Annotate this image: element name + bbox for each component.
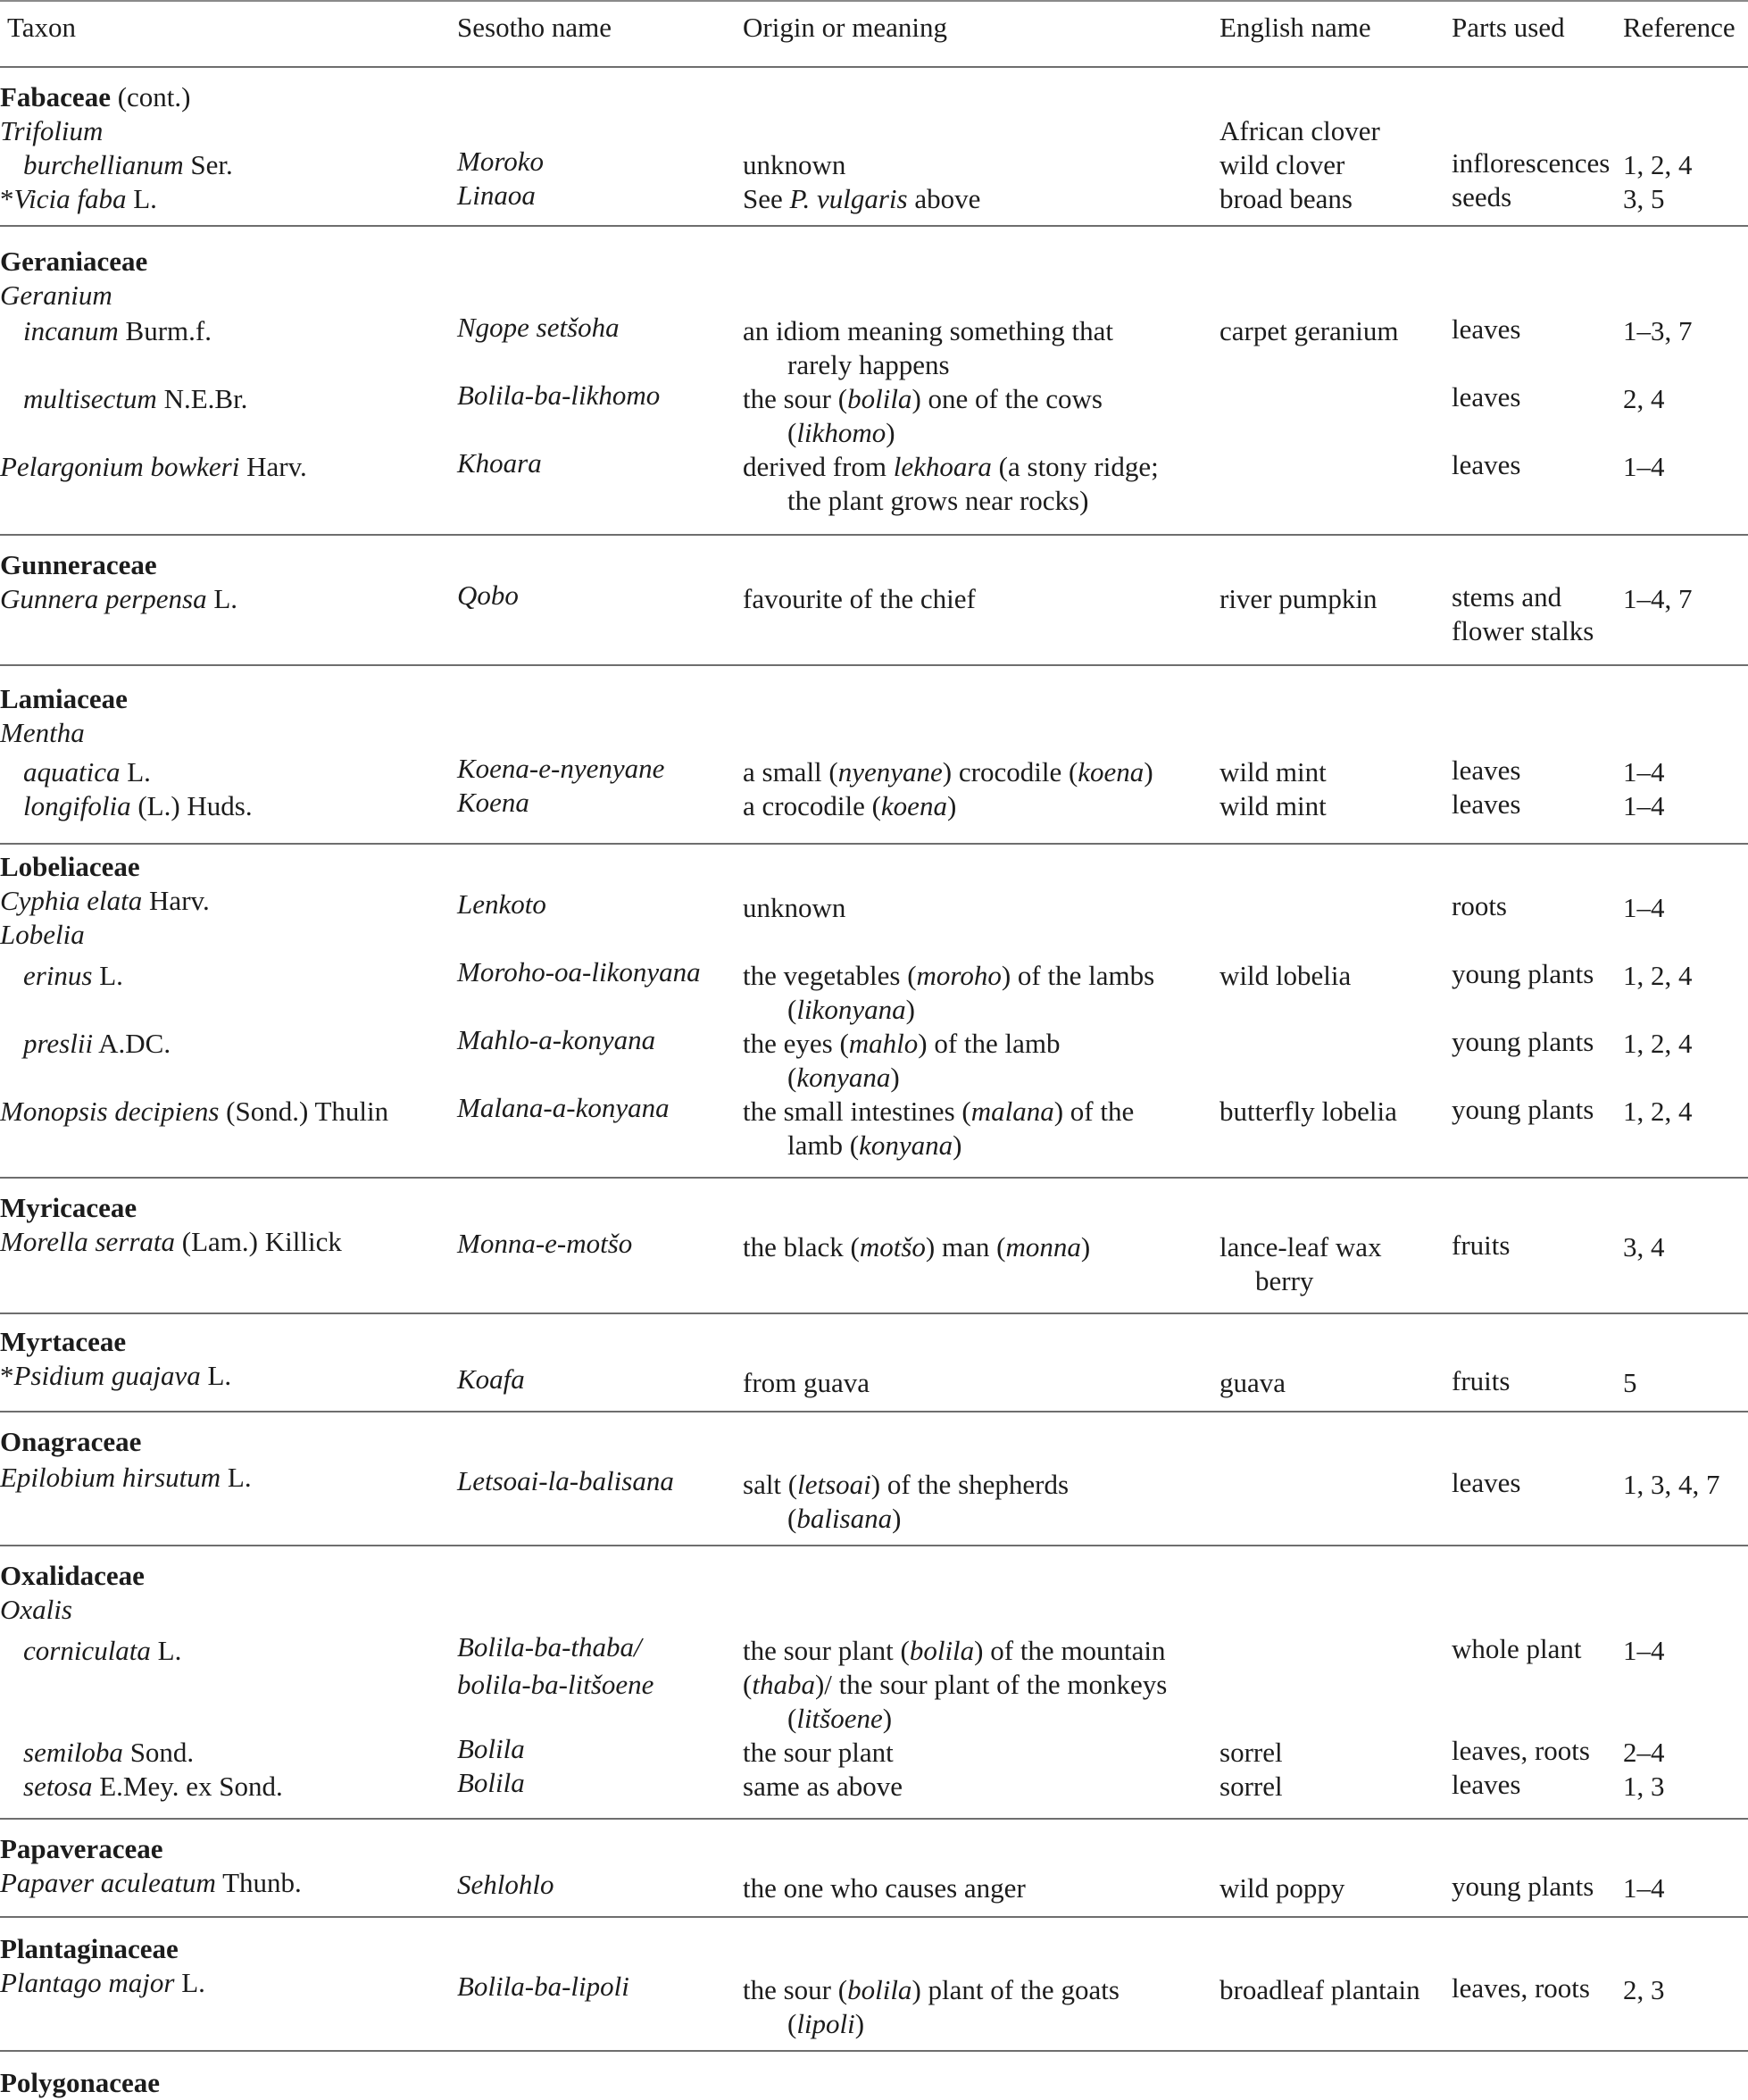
parts-used: stems and — [1452, 581, 1562, 612]
taxon-name: Mentha — [0, 717, 85, 748]
origin-meaning: (lipoli) — [787, 2008, 865, 2039]
column-header-parts: Parts used — [1452, 12, 1565, 43]
reference: 1–4, 7 — [1623, 583, 1693, 614]
table-top-rule — [0, 0, 1748, 2]
reference: 1–4 — [1623, 756, 1665, 788]
sesotho-name: Moroho-oa-likonyana — [457, 956, 701, 988]
sesotho-name: Moroko — [457, 146, 544, 177]
section-divider — [0, 225, 1748, 227]
sesotho-name: Ngope setšoha — [457, 312, 620, 343]
sesotho-name: Bolila — [457, 1733, 525, 1764]
taxon-name: corniculata L. — [23, 1635, 182, 1666]
taxon-name: setosa E.Mey. ex Sond. — [23, 1771, 283, 1802]
section-divider — [0, 1312, 1748, 1314]
family-heading: Onagraceae — [0, 1426, 142, 1457]
reference: 3, 4 — [1623, 1231, 1665, 1262]
origin-meaning: the small intestines (malana) of the — [743, 1096, 1135, 1127]
taxon-name: incanum Burm.f. — [23, 315, 212, 346]
sesotho-name: bolila-ba-litšoene — [457, 1669, 654, 1700]
reference: 2–4 — [1623, 1737, 1665, 1768]
taxon-name: Plantago major L. — [0, 1967, 205, 1998]
origin-meaning: (konyana) — [787, 1062, 900, 1093]
section-divider — [0, 1545, 1748, 1546]
origin-meaning: favourite of the chief — [743, 583, 976, 614]
sesotho-name: Lenkoto — [457, 888, 546, 920]
reference: 1–4 — [1623, 892, 1665, 923]
english-name: wild clover — [1219, 149, 1345, 180]
family-heading: Fabaceae (cont.) — [0, 81, 191, 112]
family-heading: Lobeliaceae — [0, 851, 140, 882]
section-divider — [0, 2050, 1748, 2052]
parts-used: young plants — [1452, 1094, 1594, 1125]
english-name: river pumpkin — [1219, 583, 1378, 614]
origin-meaning: the sour (bolila) one of the cows — [743, 383, 1103, 414]
origin-meaning: (balisana) — [787, 1503, 902, 1534]
origin-meaning: (litšoene) — [787, 1703, 893, 1734]
parts-used: leaves, roots — [1452, 1972, 1590, 2004]
origin-meaning: (likonyana) — [787, 994, 915, 1025]
origin-meaning: derived from lekhoara (a stony ridge; — [743, 451, 1159, 482]
sesotho-name: Letsoai-la-balisana — [457, 1465, 674, 1496]
english-name: lance-leaf wax — [1219, 1231, 1382, 1262]
section-divider — [0, 1177, 1748, 1179]
parts-used: inflorescences — [1452, 147, 1611, 179]
taxon-name: Morella serrata (Lam.) Killick — [0, 1226, 342, 1257]
family-heading: Geraniaceae — [0, 246, 148, 277]
english-name: guava — [1219, 1367, 1286, 1398]
sesotho-name: Bolila-ba-likhomo — [457, 379, 661, 411]
english-name: sorrel — [1219, 1771, 1283, 1802]
taxon-name: Oxalis — [0, 1594, 72, 1625]
reference: 2, 4 — [1623, 383, 1665, 414]
parts-used: leaves — [1452, 1769, 1521, 1800]
section-divider — [0, 1411, 1748, 1412]
english-name: wild poppy — [1219, 1872, 1345, 1904]
parts-used: leaves — [1452, 381, 1521, 412]
origin-meaning: a small (nyenyane) crocodile (koena) — [743, 756, 1153, 788]
origin-meaning: same as above — [743, 1771, 903, 1802]
section-divider — [0, 664, 1748, 666]
parts-used: seeds — [1452, 181, 1512, 212]
reference: 1, 2, 4 — [1623, 149, 1693, 180]
taxon-name: Papaver aculeatum Thunb. — [0, 1867, 302, 1898]
family-heading: Papaveraceae — [0, 1833, 163, 1864]
sesotho-name: Bolila-ba-lipoli — [457, 1971, 629, 2002]
taxon-name: Trifolium — [0, 115, 104, 146]
reference: 1, 3, 4, 7 — [1623, 1469, 1720, 1500]
origin-meaning: (likhomo) — [787, 417, 895, 448]
family-heading: Myricaceae — [0, 1192, 137, 1223]
parts-used: leaves — [1452, 313, 1521, 345]
origin-meaning: a crocodile (koena) — [743, 790, 957, 821]
english-name: sorrel — [1219, 1737, 1283, 1768]
sesotho-name: Malana-a-konyana — [457, 1092, 670, 1123]
column-header-origin: Origin or meaning — [743, 12, 948, 43]
sesotho-name: Mahlo-a-konyana — [457, 1024, 656, 1055]
taxon-name: longifolia (L.) Huds. — [23, 790, 253, 821]
origin-meaning: the vegetables (moroho) of the lambs — [743, 960, 1155, 991]
taxon-name: preslii A.DC. — [23, 1028, 171, 1059]
english-name: wild mint — [1219, 790, 1327, 821]
reference: 3, 5 — [1623, 183, 1665, 214]
sesotho-name: Khoara — [457, 447, 542, 479]
english-name: wild mint — [1219, 756, 1327, 788]
sesotho-name: Monna-e-motšo — [457, 1228, 633, 1259]
english-name: berry — [1255, 1265, 1314, 1296]
family-heading: Lamiaceae — [0, 683, 128, 714]
parts-used: fruits — [1452, 1229, 1511, 1261]
english-name: broad beans — [1219, 183, 1353, 214]
taxon-name: *Psidium guajava L. — [0, 1360, 232, 1391]
taxon-name: Lobelia — [0, 919, 85, 950]
taxon-name: burchellianum Ser. — [23, 149, 233, 180]
reference: 1, 2, 4 — [1623, 960, 1693, 991]
origin-meaning: unknown — [743, 892, 846, 923]
reference: 1–3, 7 — [1623, 315, 1693, 346]
origin-meaning: the sour (bolila) plant of the goats — [743, 1974, 1120, 2005]
reference: 1, 2, 4 — [1623, 1096, 1693, 1127]
parts-used: fruits — [1452, 1365, 1511, 1396]
parts-used: leaves — [1452, 788, 1521, 820]
origin-meaning: salt (letsoai) of the shepherds — [743, 1469, 1070, 1500]
column-header-reference: Reference — [1623, 12, 1736, 43]
taxon-name: multisectum N.E.Br. — [23, 383, 248, 414]
reference: 1–4 — [1623, 451, 1665, 482]
taxon-name: Geranium — [0, 279, 112, 311]
parts-used: leaves — [1452, 754, 1521, 786]
sesotho-name: Bolila — [457, 1767, 525, 1798]
origin-meaning: the sour plant (bolila) of the mountain — [743, 1635, 1166, 1666]
origin-meaning: lamb (konyana) — [787, 1129, 962, 1161]
english-name: broadleaf plantain — [1219, 1974, 1420, 2005]
origin-meaning: the eyes (mahlo) of the lamb — [743, 1028, 1061, 1059]
sesotho-name: Koafa — [457, 1363, 525, 1395]
parts-used: young plants — [1452, 1026, 1594, 1057]
origin-meaning: the plant grows near rocks) — [787, 485, 1089, 516]
origin-meaning: rarely happens — [787, 349, 950, 380]
section-divider — [0, 1916, 1748, 1918]
english-name: butterfly lobelia — [1219, 1096, 1397, 1127]
parts-used: leaves — [1452, 449, 1521, 480]
sesotho-name: Qobo — [457, 579, 519, 611]
reference: 1, 2, 4 — [1623, 1028, 1693, 1059]
column-header-sesotho: Sesotho name — [457, 12, 612, 43]
column-header-taxon: Taxon — [7, 12, 77, 43]
taxon-name: erinus L. — [23, 960, 123, 991]
family-heading: Polygonaceae — [0, 2067, 161, 2098]
reference: 1–4 — [1623, 1635, 1665, 1666]
sesotho-name: Sehlohlo — [457, 1869, 554, 1900]
sesotho-name: Linaoa — [457, 179, 536, 211]
origin-meaning: See P. vulgaris above — [743, 183, 981, 214]
family-heading: Plantaginaceae — [0, 1933, 179, 1964]
english-name: wild lobelia — [1219, 960, 1352, 991]
taxon-name: Monopsis decipiens (Sond.) Thulin — [0, 1096, 389, 1127]
header-rule — [0, 66, 1748, 68]
taxon-name: aquatica L. — [23, 756, 151, 788]
reference: 2, 3 — [1623, 1974, 1665, 2005]
section-divider — [0, 1818, 1748, 1820]
taxon-name: Gunnera perpensa L. — [0, 583, 238, 614]
origin-meaning: the black (motšo) man (monna) — [743, 1231, 1091, 1262]
parts-used: young plants — [1452, 958, 1594, 989]
reference: 5 — [1623, 1367, 1637, 1398]
family-heading: Myrtaceae — [0, 1326, 127, 1357]
english-name: African clover — [1219, 115, 1380, 146]
family-heading: Gunneraceae — [0, 549, 157, 580]
taxon-name: Epilobium hirsutum L. — [0, 1462, 252, 1493]
english-name: carpet geranium — [1219, 315, 1399, 346]
parts-used: roots — [1452, 890, 1507, 921]
section-divider — [0, 843, 1748, 845]
origin-meaning: the one who causes anger — [743, 1872, 1026, 1904]
parts-used: leaves — [1452, 1467, 1521, 1498]
parts-used: leaves, roots — [1452, 1735, 1590, 1766]
taxon-name: Cyphia elata Harv. — [0, 885, 210, 916]
taxon-name: Pelargonium bowkeri Harv. — [0, 451, 307, 482]
taxon-name: semiloba Sond. — [23, 1737, 195, 1768]
section-divider — [0, 534, 1748, 536]
origin-meaning: the sour plant — [743, 1737, 894, 1768]
origin-meaning: unknown — [743, 149, 846, 180]
parts-used: flower stalks — [1452, 615, 1594, 646]
column-header-english: English name — [1219, 12, 1371, 43]
parts-used: young plants — [1452, 1871, 1594, 1902]
family-heading: Oxalidaceae — [0, 1560, 145, 1591]
reference: 1–4 — [1623, 1872, 1665, 1904]
origin-meaning: from guava — [743, 1367, 870, 1398]
sesotho-name: Koena — [457, 787, 529, 818]
parts-used: whole plant — [1452, 1633, 1582, 1664]
sesotho-name: Bolila-ba-thaba/ — [457, 1631, 642, 1662]
taxon-name: *Vicia faba L. — [0, 183, 157, 214]
reference: 1, 3 — [1623, 1771, 1665, 1802]
origin-meaning: an idiom meaning something that — [743, 315, 1113, 346]
sesotho-name: Koena-e-nyenyane — [457, 753, 665, 784]
reference: 1–4 — [1623, 790, 1665, 821]
origin-meaning: (thaba)/ the sour plant of the monkeys — [743, 1669, 1168, 1700]
